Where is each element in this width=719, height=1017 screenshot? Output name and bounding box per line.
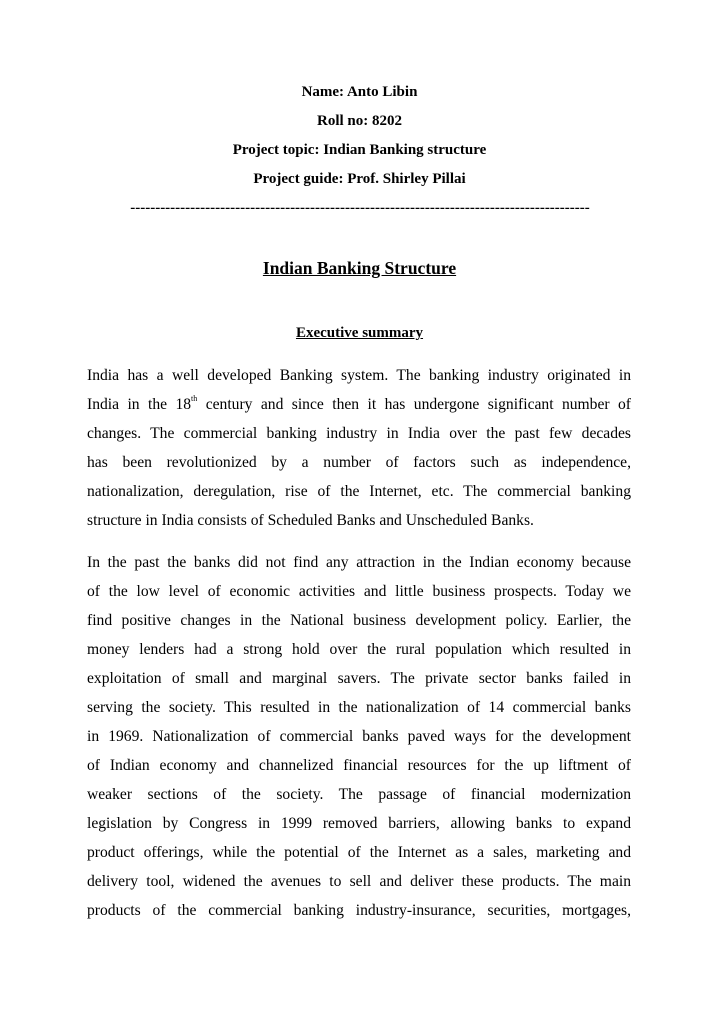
paragraph-line: India has a well developed Banking system. The banking industry originated in [87, 367, 631, 384]
paragraph-line: legislation by Congress in 1999 removed barriers, allowing banks to expand [87, 815, 631, 832]
paragraph-line: delivery tool, widened the avenues to sell and deliver these products. The main [87, 873, 631, 890]
author-name: Name: Anto Libin [301, 84, 418, 100]
project-topic: Project topic: Indian Banking structure [232, 142, 487, 158]
paragraph-line: exploitation of small and marginal savers. The private sector banks failed in [87, 670, 631, 687]
roll-number: Roll no: 8202 [316, 113, 402, 129]
line-text: century and since then it has undergone significant number of [197, 396, 631, 413]
paragraph-line: product offerings, while the potential of the Internet as a sales, marketing and [87, 844, 631, 861]
section-heading: Executive summary [295, 325, 424, 341]
paragraph-line: changes. The commercial banking industry in India over the past few decades [87, 425, 631, 442]
superscript: th [191, 393, 198, 403]
paragraph-line: has been revolutionized by a number of factors such as independence, [87, 454, 631, 471]
paragraph-line: products of the commercial banking industry-insurance, securities, mortgages, [87, 902, 631, 919]
paragraph-line: of Indian economy and channelized financial resources for the up liftment of [87, 757, 631, 774]
paragraph-line: of the low level of economic activities and little business prospects. Today we [87, 583, 631, 600]
line-text: India in the 18 [87, 396, 192, 413]
paragraph-line [87, 395, 631, 415]
paragraph-line: weaker sections of the society. The passage of financial modernization [87, 786, 631, 803]
project-guide: Project guide: Prof. Shirley Pillai [253, 171, 466, 187]
paragraph-line: in 1969. Nationalization of commercial banks paved ways for the development [87, 728, 631, 745]
header-divider: -------------------------------------------------------------------------------------------- [130, 200, 590, 216]
paragraph-line: In the past the banks did not find any attraction in the Indian economy because [87, 554, 631, 571]
paragraph-line: find positive changes in the National business development policy. Earlier, the [87, 612, 631, 629]
paragraph-line: serving the society. This resulted in the nationalization of 14 commercial banks [87, 699, 631, 716]
paragraph-line: money lenders had a strong hold over the rural population which resulted in [87, 641, 631, 658]
paragraph-line: nationalization, deregulation, rise of the Internet, etc. The commercial banking [87, 483, 631, 500]
paragraph-line: structure in India consists of Scheduled Banks and Unscheduled Banks. [87, 512, 534, 529]
document-title: Indian Banking Structure [262, 258, 457, 278]
